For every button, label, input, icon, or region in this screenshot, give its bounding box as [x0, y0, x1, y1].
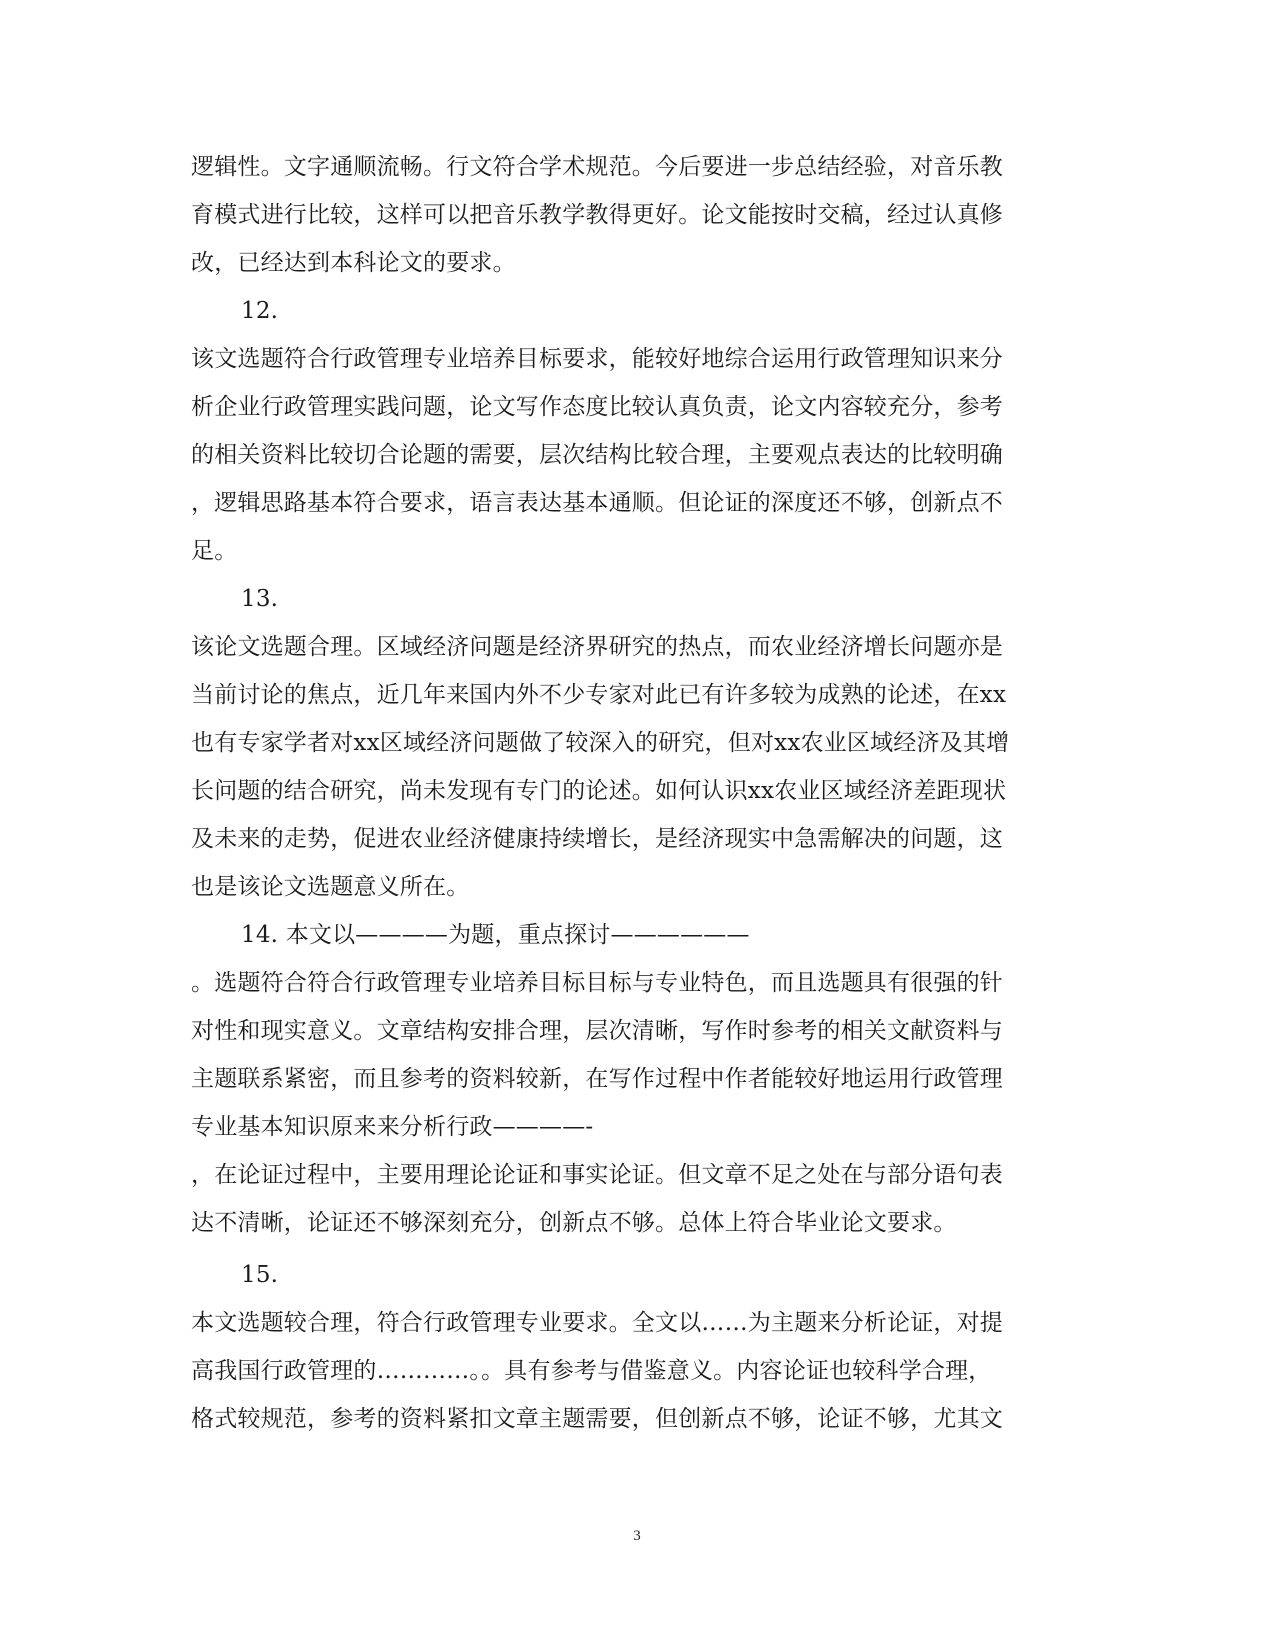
- text-line: 及未来的走势，促进农业经济健康持续增长，是经济现实中急需解决的问题，这: [191, 826, 1003, 852]
- text-line: 长问题的结合研究，尚未发现有专门的论述。如何认识xx农业区域经济差距现状: [191, 778, 1007, 804]
- text-line: 对性和现实意义。文章结构安排合理，层次清晰，写作时参考的相关文献资料与: [191, 1018, 1003, 1044]
- text-line: 析企业行政管理实践问题，论文写作态度比较认真负责，论文内容较充分，参考: [191, 394, 1003, 420]
- text-line: 足。: [191, 538, 238, 564]
- body-text: [191, 143, 1071, 1443]
- text-line: 当前讨论的焦点，近几年来国内外不少专家对此已有许多较为成熟的论述，在xx: [191, 682, 1007, 708]
- text-line: 也有专家学者对xx区域经济问题做了较深入的研究，但对xx农业区域经济及其增: [191, 730, 1010, 756]
- text-line: 主题联系紧密，而且参考的资料较新，在写作过程中作者能较好地运用行政管理: [191, 1066, 1003, 1092]
- item-number-13: 13.: [241, 586, 279, 612]
- text-line: ，逻辑思路基本符合要求，语言表达基本通顺。但论证的深度还不够，创新点不: [191, 490, 1003, 516]
- text-line: 专业基本知识原来来分析行政————-: [191, 1114, 594, 1140]
- text-line: 。选题符合符合行政管理专业培养目标目标与专业特色，而且选题具有很强的针: [191, 970, 1003, 996]
- text-line: 也是该论文选题意义所在。: [191, 874, 470, 900]
- text-line: 逻辑性。文字通顺流畅。行文符合学术规范。今后要进一步总结经验，对音乐教: [191, 154, 1003, 180]
- page-number: 3: [633, 1528, 641, 1544]
- text-line: ，在论证过程中，主要用理论论证和事实论证。但文章不足之处在与部分语句表: [191, 1162, 1003, 1188]
- text-line: 格式较规范，参考的资料紧扣文章主题需要，但创新点不够，论证不够，尤其文: [191, 1406, 1003, 1432]
- text-line: 高我国行政管理的…………。。具有参考与借鉴意义。内容论证也较科学合理，: [191, 1358, 992, 1384]
- text-line: 该文选题符合行政管理专业培养目标要求，能较好地综合运用行政管理知识来分: [191, 346, 1003, 372]
- text-line: 本文选题较合理，符合行政管理专业要求。全文以……为主题来分析论证，对提: [191, 1310, 1003, 1336]
- item-number-12: 12.: [241, 298, 279, 324]
- item-number-14: 14. 本文以————为题，重点探讨——————: [241, 922, 750, 948]
- text-line: 育模式进行比较，这样可以把音乐教学教得更好。论文能按时交稿，经过认真修: [191, 202, 1003, 228]
- text-line: 的相关资料比较切合论题的需要，层次结构比较合理，主要观点表达的比较明确: [191, 442, 1003, 468]
- text-line: 该论文选题合理。区域经济问题是经济界研究的热点，而农业经济增长问题亦是: [191, 634, 1003, 660]
- text-line: 达不清晰，论证还不够深刻充分，创新点不够。总体上符合毕业论文要求。: [191, 1210, 957, 1236]
- text-line: 改，已经达到本科论文的要求。: [191, 250, 516, 276]
- item-number-15: 15.: [241, 1262, 279, 1288]
